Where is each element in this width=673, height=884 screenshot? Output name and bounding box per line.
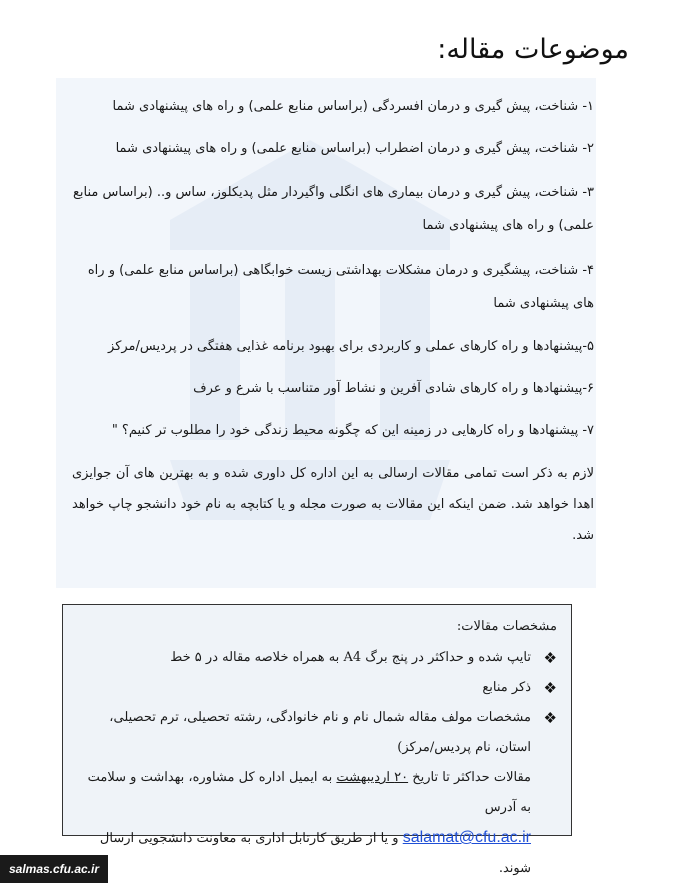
- site-logo[interactable]: salmas.cfu.ac.ir: [0, 855, 108, 883]
- topic-item-4: ۴- شناخت، پیشگیری و درمان مشکلات بهداشتی زیست خوابگاهی (براساس منابع علمی) و راه های پیشنهادی شما: [87, 263, 594, 311]
- diamond-bullet-icon: ❖: [543, 649, 557, 667]
- topic-item-5: ۵-پیشنهادها و راه کارهای عملی و کاربردی برای بهبود برنامه غذایی هفتگی در پردیس/مرکز: [108, 339, 594, 354]
- deadline-suffix: به ایمیل اداره کل مشاوره، بهداشت و سلامت به آدرس: [87, 770, 531, 815]
- topic-item-3: ۳- شناخت، پیش گیری و درمان بیماری های انگلی واگیردار مثل پدیکلوز، ساس و.. (براساس منابع علمی) و راه های پیشنهادی شما: [73, 185, 594, 233]
- awards-note: لازم به ذکر است تمامی مقالات ارسالی به این اداره کل داوری شده و به بهترین های آن جوایزی اهدا خواهد شد. ضمن اینکه این مقالات به صورت مجله و یا کتابچه به نام خود دانشجو چاپ خواهد شد.: [72, 466, 594, 543]
- topic-item-6: ۶-پیشنهادها و راه کارهای شادی آفرین و نشاط آور متناسب با شرع و عرف: [193, 381, 594, 396]
- spec-references-text: ذکر منابع: [482, 680, 531, 695]
- email-link[interactable]: salamat@cfu.ac.ir: [402, 829, 531, 846]
- topic-item-1: ۱- شناخت، پیش گیری و درمان افسردگی (براساس منابع علمی) و راه های پیشنهادی شما: [112, 99, 594, 114]
- spec-deadline-line: [73, 763, 531, 823]
- topic-item-7: ۷- پیشنهادها و راه کارهایی در زمینه این که چگونه محیط زندگی خود را مطلوب تر کنیم؟ ": [111, 423, 594, 438]
- spec-item-references: [73, 673, 557, 703]
- article-specs-box: [62, 604, 572, 876]
- spec-item-format: [73, 643, 557, 673]
- spec-item-author: [73, 703, 557, 884]
- spec-format-text: تایپ شده و حداکثر در پنج برگ A4 به همراه خلاصه مقاله در ۵ خط: [170, 650, 531, 665]
- specs-header: مشخصات مقالات:: [456, 619, 557, 634]
- diamond-bullet-icon: ❖: [543, 709, 557, 727]
- spec-email-line: [73, 823, 531, 884]
- email-suffix: و یا از طریق کارتابل اداری به معاونت دانشجویی ارسال شوند.: [99, 831, 531, 876]
- deadline-date: ۲۰ اردیبهشت: [336, 770, 409, 785]
- page-title: موضوعات مقاله:: [437, 34, 629, 65]
- topic-item-2: ۲- شناخت، پیش گیری و درمان اضطراب (براساس منابع علمی) و راه های پیشنهادی شما: [115, 141, 594, 156]
- topics-list: [72, 92, 594, 551]
- deadline-prefix: مقالات حداکثر تا تاریخ: [412, 770, 531, 785]
- diamond-bullet-icon: ❖: [543, 679, 557, 697]
- spec-author-text: مشخصات مولف مقاله شمال نام و نام خانوادگی، رشته تحصیلی، ترم تحصیلی، استان، نام پردیس/مرکز): [109, 710, 531, 755]
